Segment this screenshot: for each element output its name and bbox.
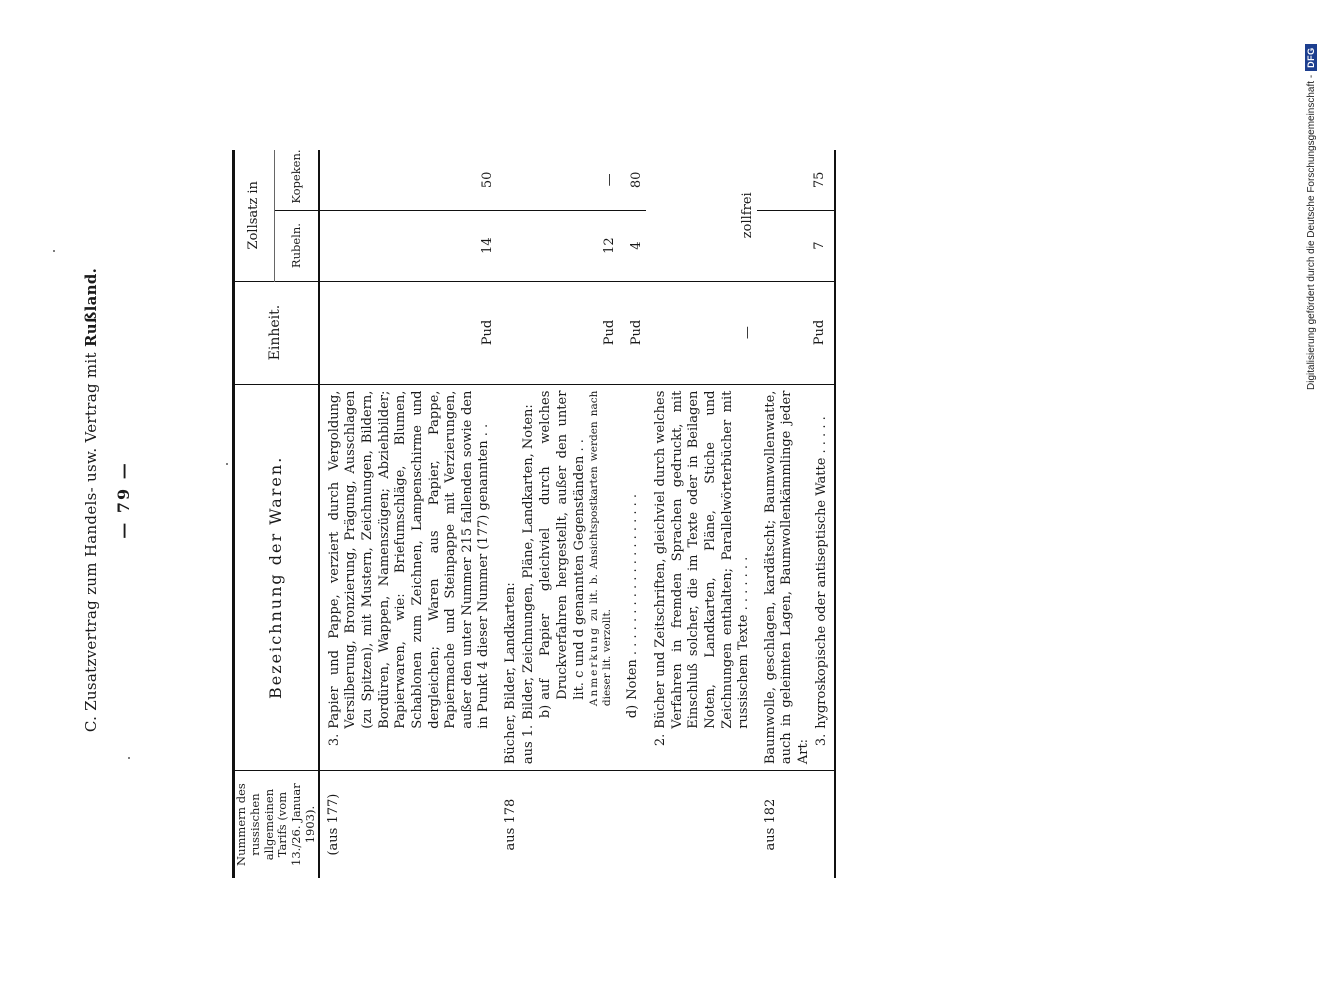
- list-item: [327, 391, 493, 765]
- goods-description: [497, 384, 618, 771]
- unit-cell: Pud: [319, 281, 497, 384]
- dfg-logo: DFG: [1305, 44, 1317, 71]
- rubles-cell: 12: [497, 210, 618, 281]
- item-text: Bücher und Zeitschriften, gleichviel durch welches Verfahren in fremden Sprachen gedruckt, mit Einschluß solcher, die im Texte oder in Beilagen Noten, Landkarten, Pläne, Stiche und Zeichnungen enthalten; Parallelwörterbücher mit russischem Texte . . . . . . .: [653, 390, 752, 729]
- rubles-cell: 7: [757, 210, 836, 281]
- table-row: [319, 150, 497, 878]
- group-heading: Bücher, Bilder, Landkarten:: [503, 582, 519, 765]
- goods-description: [757, 384, 836, 771]
- header-duty: Zollsatz in: [234, 150, 275, 281]
- table-row: [497, 150, 618, 878]
- header-description: Bezeichnung der Waren.: [234, 384, 319, 771]
- group-heading: Baumwolle, geschlagen, kardätscht; Baumwollenwatte, auch in geleimten Lagen, Baumwollenkämmlinge jeder Art:: [762, 390, 812, 765]
- goods-description: [319, 384, 497, 771]
- rotated-page: [70, 78, 1190, 922]
- duty-free-cell: zollfrei: [646, 150, 757, 281]
- item-mark: d): [625, 704, 641, 719]
- funding-note-text: Digitalisierung gefördert durch die Deutsche Forschungsgemeinschaft -: [1305, 74, 1317, 390]
- scan-speck: [128, 757, 130, 759]
- running-title: [82, 78, 100, 922]
- page-number: — 79 —: [114, 461, 133, 539]
- item-text: Bilder, Zeichnungen, Pläne, Landkarten, Noten:: [520, 404, 536, 720]
- note-label: Anmerkung: [588, 625, 601, 707]
- goods-description: [646, 384, 757, 771]
- funding-note: [1305, 44, 1317, 390]
- header-unit: Einheit.: [234, 281, 319, 384]
- goods-description: [618, 384, 646, 771]
- item-text: Noten . . . . . . . . . . . . . . . . . . . .: [625, 493, 641, 700]
- list-item: [653, 391, 753, 765]
- list-item: [814, 391, 831, 765]
- list-item: [521, 391, 538, 765]
- header-tariff-numbers: Nummern des russischen allgemeinen Tarifs (vom 13./26. Januar 1903).: [234, 771, 319, 878]
- running-title-text: C. Zusatzvertrag zum Handels- usw. Vertrag mit: [82, 352, 100, 733]
- item-text: auf Papier gleichviel durch welches Druckverfahren hergestellt, außer den unter lit. c und d genannten Gegenständen . .: [538, 390, 587, 700]
- item-mark: b): [538, 704, 554, 719]
- rubles-cell: 14: [319, 210, 497, 281]
- tariff-number: aus 182: [757, 771, 836, 878]
- tariff-table: [232, 150, 836, 878]
- rubles-cell: 4: [618, 210, 646, 281]
- item-mark: aus 1.: [520, 724, 536, 765]
- list-item: [538, 391, 588, 765]
- unit-cell: —: [646, 281, 757, 384]
- note: [588, 391, 614, 765]
- item-mark: 3.: [326, 733, 342, 747]
- unit-cell: Pud: [757, 281, 836, 384]
- table-row: [618, 150, 646, 878]
- kopecks-cell: 75: [757, 150, 836, 210]
- unit-cell: Pud: [497, 281, 618, 384]
- item-text: hygroskopische oder antiseptische Watte . . . . .: [813, 416, 829, 729]
- tariff-number: aus 178: [503, 798, 519, 851]
- scan-speck: [226, 463, 228, 465]
- list-item: [625, 391, 642, 765]
- item-text: Papier und Pappe, verziert durch Vergoldung, Versilberung, Bronzierung, Prägung, Ausschlagen (zu Spitzen), mit Mustern, Zeichnungen, Bildern, Bordüren, Wappen, Namenszügen; Abziehbilder; Papierwaren, wie: Briefumschläge, Blumen, Schablonen zum Zeichnen, Lampenschirme und dergleichen; Waren aus Papier, Pappe, Papiermache und Steinpappe mit Verzierungen, außer den unter Nummer 215 fallenden sowie den in Punkt 4 dieser Nummer (177) genannten . .: [326, 390, 492, 729]
- note-text: zu lit. b. Ansichtspostkarten werden nach dieser lit. verzollt.: [588, 390, 614, 707]
- kopecks-cell: 80: [618, 150, 646, 210]
- header-rubles: Rubeln.: [274, 210, 318, 281]
- table-row: [646, 150, 757, 878]
- scan-speck: [53, 250, 55, 252]
- tariff-number: (aus 177): [325, 793, 341, 856]
- item-mark: 3.: [813, 733, 829, 747]
- kopecks-cell: 50: [319, 150, 497, 210]
- unit-cell: Pud: [618, 281, 646, 384]
- header-kopecks: Kopeken.: [274, 150, 318, 210]
- running-title-country: Rußland.: [82, 267, 100, 348]
- kopecks-cell: —: [497, 150, 618, 210]
- item-mark: 2.: [653, 733, 669, 747]
- table-row: [757, 150, 836, 878]
